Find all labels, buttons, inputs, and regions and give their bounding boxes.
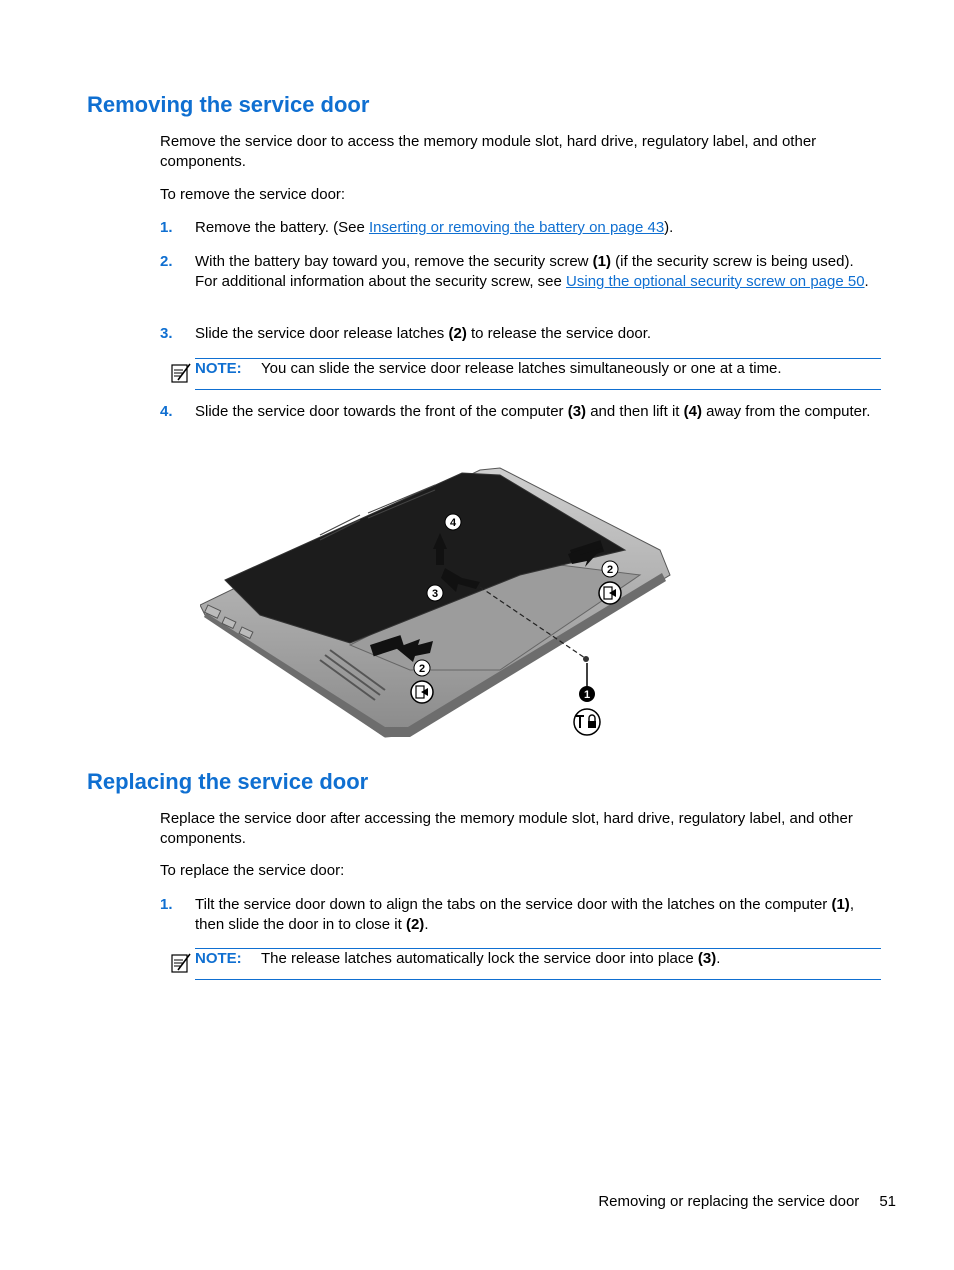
note-box	[195, 358, 881, 390]
callout-4: 4	[449, 517, 457, 529]
note-text: You can slide the service door release latches simultaneously or one at a time.	[261, 360, 782, 377]
note-icon	[170, 362, 192, 384]
callout-2-left: 2	[418, 663, 426, 675]
step-number: 2.	[160, 253, 173, 270]
callout-2-right: 2	[606, 564, 614, 576]
latch-release-icon	[599, 582, 621, 604]
step-4: 4. Slide the service door towards the front of the computer (3) and then lift it (4) away from the computer.	[160, 403, 871, 420]
step-number: 4.	[160, 403, 173, 420]
security-lock-icon	[574, 709, 600, 735]
intro-paragraph: Replace the service door after accessing the memory module slot, hard drive, regulatory label, and other components.	[160, 810, 853, 847]
security-screw-link[interactable]: Using the optional security screw on page 50	[566, 272, 865, 290]
note-label: NOTE:	[195, 950, 242, 967]
step-number: 3.	[160, 325, 173, 342]
footer-title: Removing or replacing the service door	[598, 1193, 860, 1210]
latch-release-icon	[411, 681, 433, 703]
lead-paragraph: To remove the service door:	[160, 186, 346, 203]
battery-link[interactable]: Inserting or removing the battery on page 43	[368, 219, 665, 236]
note-text: The release latches automatically lock the service door into place (3).	[261, 950, 721, 967]
page-number: 51	[879, 1193, 896, 1210]
intro-paragraph: Remove the service door to access the memory module slot, hard drive, regulatory label, and other components.	[160, 133, 817, 170]
step-number: 1.	[160, 896, 173, 913]
step-1: 1. Tilt the service door down to align the tabs on the service door with the latches on the computer (1), then slide the door in to close it (2).	[160, 896, 854, 933]
step-3: 3. Slide the service door release latches (2) to release the service door.	[160, 325, 652, 342]
lead-paragraph: To replace the service door:	[160, 862, 345, 879]
note-icon	[170, 952, 192, 974]
step-number: 1.	[160, 219, 173, 236]
section-title-removing: Removing the service door	[87, 92, 370, 117]
step-2: 2. With the battery bay toward you, remove the security screw (1) (if the security screw is being used). For additional information about the security screw, see Using the optional security screw on page 50.	[160, 253, 869, 290]
section-title-replacing: Replacing the service door	[87, 769, 369, 794]
note-label: NOTE:	[195, 360, 242, 377]
page-footer	[578, 1193, 896, 1210]
note-box	[195, 948, 881, 980]
service-door-illustration	[200, 465, 672, 740]
callout-3: 3	[431, 588, 439, 600]
step-1: 1. Remove the battery. (See Inserting or removing the battery on page 43).	[160, 219, 674, 236]
callout-1: 1	[583, 689, 591, 701]
